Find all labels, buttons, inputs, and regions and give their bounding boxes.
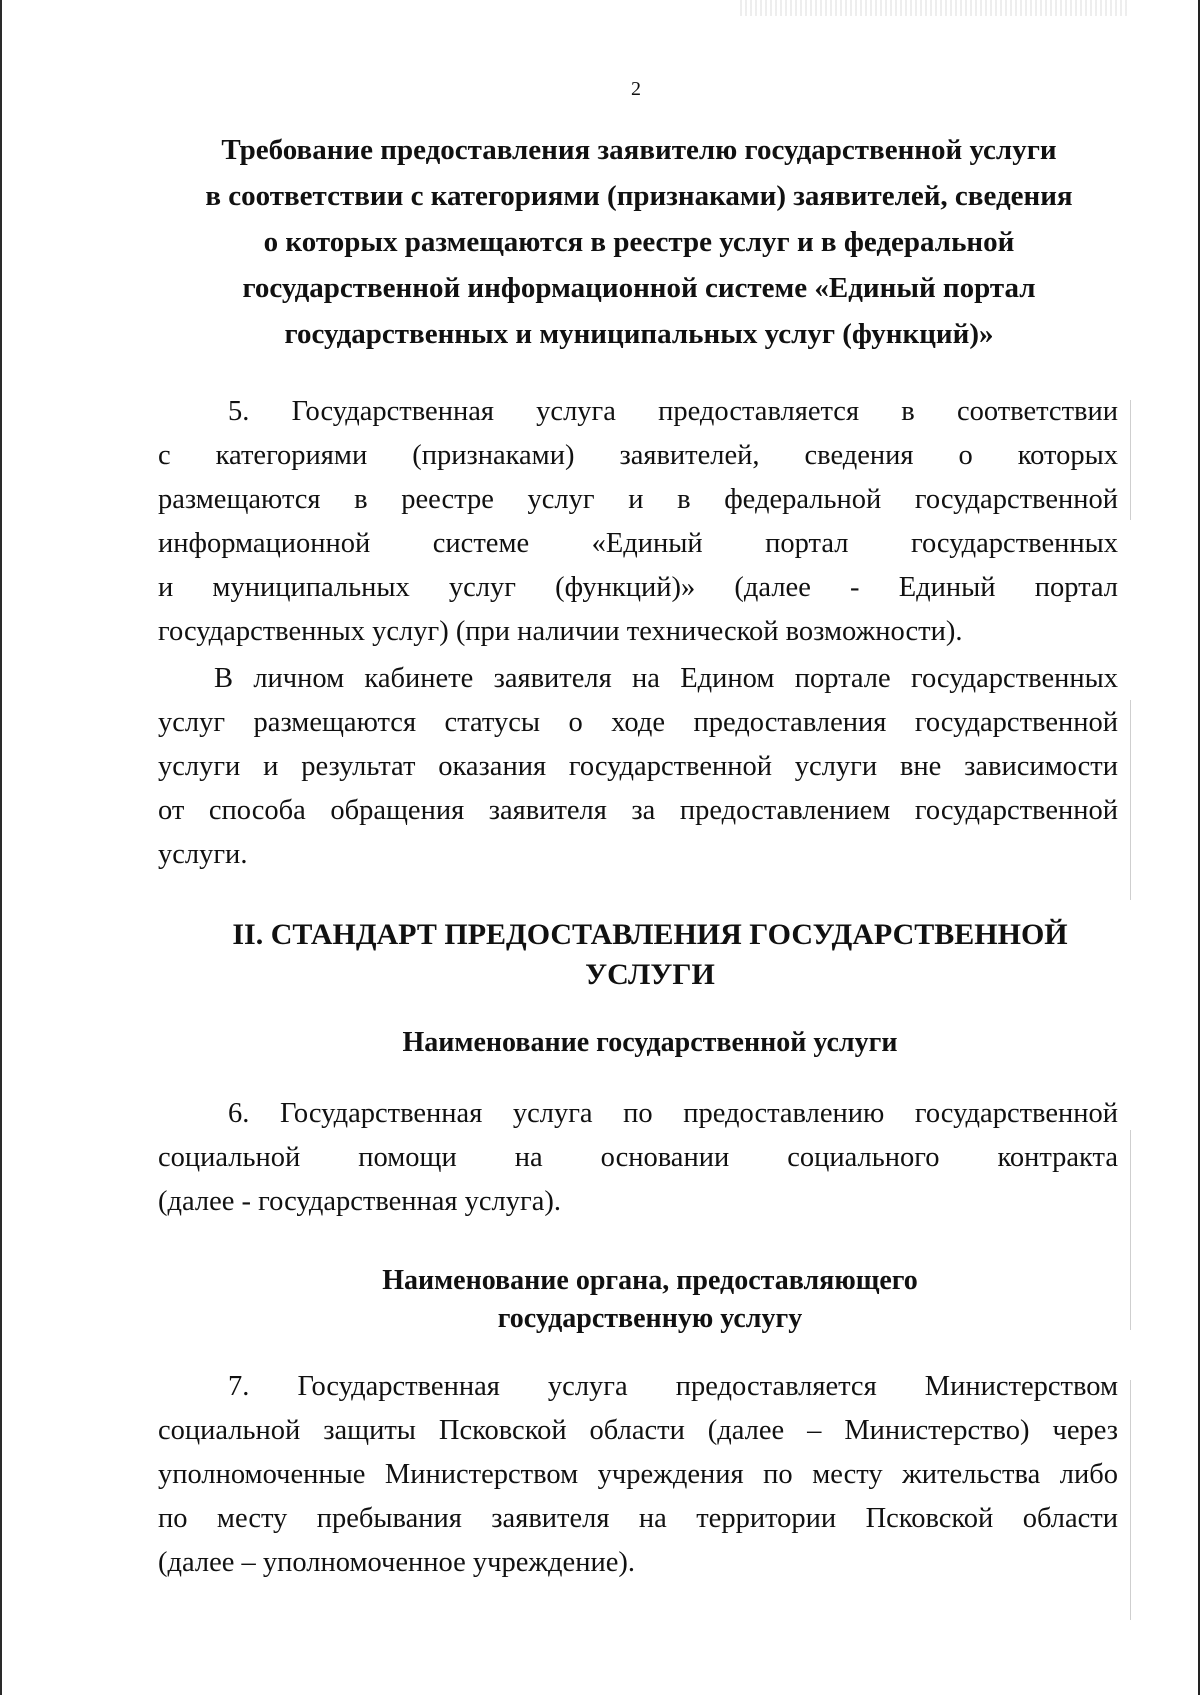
text-line: 5. Государственная услуга предоставляется в соответствии	[228, 396, 1118, 427]
text-line: и муниципальных услуг (функций)» (далее - Единый портал	[158, 572, 1118, 603]
section-title-line: II. СТАНДАРТ ПРЕДОСТАВЛЕНИЯ ГОСУДАРСТВЕННОЙ	[232, 918, 1068, 951]
heading-line: государственных и муниципальных услуг (функций)»	[284, 318, 994, 350]
text-line: 7. Государственная услуга предоставляется Министерством	[228, 1371, 1118, 1402]
text-line: уполномоченные Министерством учреждения по месту жительства либо	[158, 1459, 1118, 1490]
text-line: услуг размещаются статусы о ходе предоставления государственной	[158, 707, 1118, 738]
service-name-heading: Наименование государственной услуги	[402, 1027, 898, 1058]
text-line: размещаются в реестре услуг и в федеральной государственной	[158, 484, 1118, 515]
heading-line: в соответствии с категориями (признаками) заявителей, сведения	[205, 180, 1073, 212]
text-line: социальной помощи на основании социального контракта	[158, 1142, 1118, 1173]
heading-line: о которых размещаются в реестре услуг и в федеральной	[263, 226, 1015, 258]
scan-noise-top	[740, 0, 1130, 16]
text-line: с категориями (признаками) заявителей, сведения о которых	[158, 440, 1118, 471]
text-line: по месту пребывания заявителя на территории Псковской области	[158, 1503, 1118, 1534]
sub-title-line: государственную услугу	[497, 1303, 803, 1334]
scan-margin-mark	[1130, 400, 1131, 520]
scan-margin-mark	[1130, 700, 1131, 900]
section-title-line: УСЛУГИ	[585, 958, 715, 991]
paragraph-6	[158, 1092, 1118, 1224]
paragraph-7	[158, 1365, 1118, 1585]
text-line: (далее - государственная услуга).	[158, 1186, 561, 1217]
text-line: от способа обращения заявителя за предоставлением государственной	[158, 795, 1118, 826]
text-line: услуги и результат оказания государственной услуги вне зависимости	[158, 751, 1118, 782]
text-line: информационной системе «Единый портал государственных	[158, 528, 1118, 559]
text-line: (далее – уполномоченное учреждение).	[158, 1547, 635, 1578]
heading-line: государственной информационной системе «Единый портал	[242, 272, 1036, 304]
paragraph-5-cabinet	[158, 657, 1118, 877]
text-line: социальной защиты Псковской области (далее – Министерство) через	[158, 1415, 1118, 1446]
scan-margin-mark	[1130, 1380, 1131, 1620]
requirement-heading	[150, 127, 1128, 357]
section-2-title	[150, 915, 1150, 995]
scan-edge-left	[0, 0, 2, 1695]
heading-line: Требование предоставления заявителю государственной услуги	[221, 134, 1057, 166]
sub-title-line: Наименование органа, предоставляющего	[382, 1265, 918, 1296]
text-line: государственных услуг) (при наличии технической возможности).	[158, 616, 963, 647]
paragraph-5	[158, 390, 1118, 654]
text-line: услуги.	[158, 839, 248, 870]
page-number: 2	[631, 78, 641, 100]
text-line: 6. Государственная услуга по предоставлению государственной	[228, 1098, 1118, 1129]
text-line: В личном кабинете заявителя на Едином портале государственных	[214, 663, 1118, 694]
agency-heading	[150, 1262, 1150, 1338]
